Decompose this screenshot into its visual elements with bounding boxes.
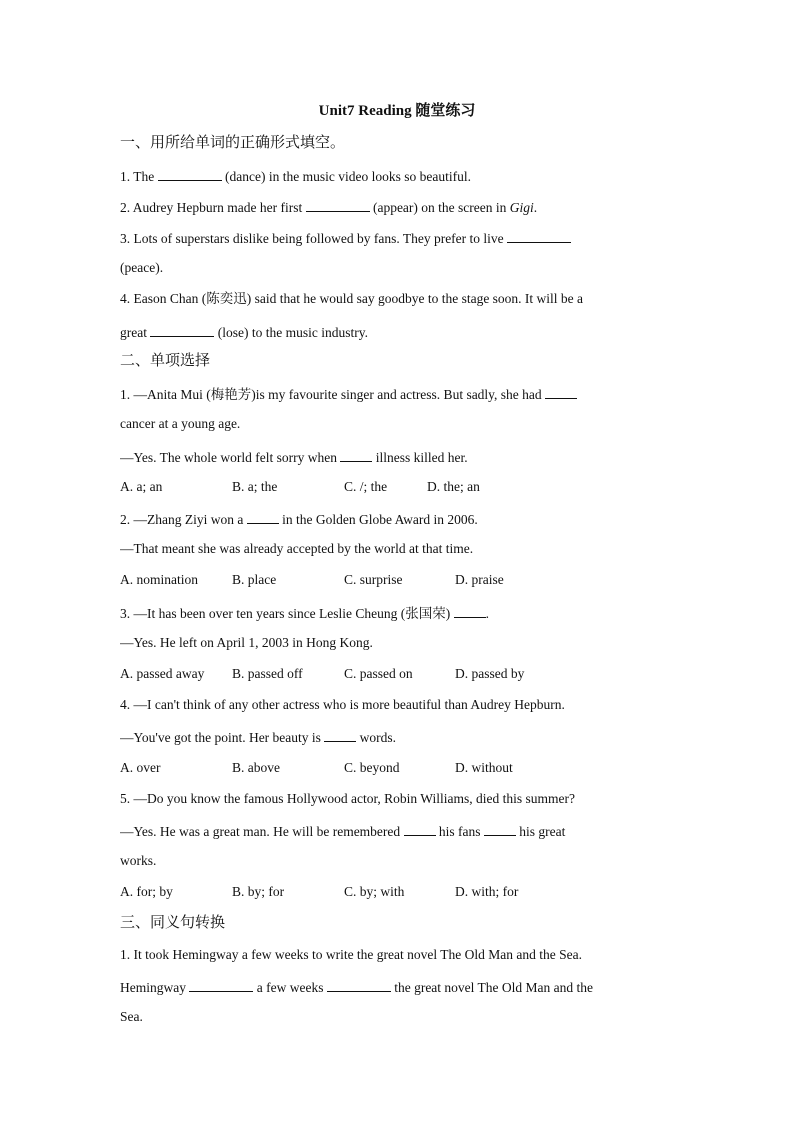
s2-question-5-reply: —Yes. He was a great man. He will be remembered his fans his great (120, 821, 674, 841)
s1-question-2: 2. Audrey Hepburn made her first (appear) on the screen in Gigi. (120, 197, 674, 217)
answer-blank[interactable] (340, 447, 372, 462)
s2-q5-options (120, 883, 674, 901)
section1-heading: 一、用所给单词的正确形式填空。 (120, 135, 346, 151)
s3-question-1-cont: Sea. (120, 1009, 143, 1024)
section3-heading: 三、同义句转换 (120, 915, 226, 931)
s1-question-3: 3. Lots of superstars dislike being followed by fans. They prefer to live (120, 228, 674, 248)
s2-question-2: 2. —Zhang Ziyi won a in the Golden Globe Award in 2006. (120, 509, 674, 529)
s3-question-1-rewrite: Hemingway a few weeks the great novel The Old Man and the (120, 977, 674, 997)
s2-question-4-reply: —You've got the point. Her beauty is words. (120, 727, 674, 747)
option-b[interactable]: B. place (232, 572, 277, 587)
option-a[interactable]: A. a; an (120, 479, 163, 494)
answer-blank[interactable] (158, 166, 222, 181)
s2-question-1: 1. —Anita Mui (梅艳芳)is my favourite singer and actress. But sadly, she had (120, 384, 674, 404)
s2-question-3: 3. —It has been over ten years since Leslie Cheung (张国荣) . (120, 603, 674, 623)
option-d[interactable]: D. without (455, 760, 513, 775)
s2-q3-options (120, 665, 674, 683)
answer-blank[interactable] (189, 977, 253, 992)
s2-question-4: 4. —I can't think of any other actress who is more beautiful than Audrey Hepburn. (120, 697, 565, 712)
s2-question-1-reply: —Yes. The whole world felt sorry when illness killed her. (120, 447, 674, 467)
option-d[interactable]: D. praise (455, 572, 504, 587)
answer-blank[interactable] (247, 509, 279, 524)
answer-blank[interactable] (404, 821, 436, 836)
s1-question-1: 1. The (dance) in the music video looks so beautiful. (120, 166, 674, 186)
option-d[interactable]: D. the; an (427, 479, 480, 494)
option-b[interactable]: B. by; for (232, 884, 285, 899)
s2-question-5: 5. —Do you know the famous Hollywood actor, Robin Williams, died this summer? (120, 791, 575, 806)
s1-question-3-cont: (peace). (120, 260, 164, 275)
answer-blank[interactable] (545, 384, 577, 399)
option-b[interactable]: B. a; the (232, 479, 278, 494)
option-b[interactable]: B. above (232, 760, 280, 775)
option-c[interactable]: C. beyond (344, 760, 400, 775)
option-c[interactable]: C. by; with (344, 884, 405, 899)
s2-question-2-reply: —That meant she was already accepted by the world at that time. (120, 541, 474, 556)
s2-q2-options (120, 571, 674, 589)
s2-q4-options (120, 759, 674, 777)
s3-question-1: 1. It took Hemingway a few weeks to write the great novel The Old Man and the Sea. (120, 947, 582, 962)
option-a[interactable]: A. nomination (120, 572, 198, 587)
s1-question-4-cont: great (lose) to the music industry. (120, 322, 674, 342)
answer-blank[interactable] (454, 603, 486, 618)
option-d[interactable]: D. passed by (455, 666, 525, 681)
answer-blank[interactable] (327, 977, 391, 992)
option-d[interactable]: D. with; for (455, 884, 519, 899)
option-b[interactable]: B. passed off (232, 666, 303, 681)
option-c[interactable]: C. passed on (344, 666, 413, 681)
page-title: Unit7 Reading 随堂练习 (318, 103, 476, 119)
option-c[interactable]: C. /; the (344, 479, 388, 494)
option-c[interactable]: C. surprise (344, 572, 403, 587)
section2-heading: 二、单项选择 (120, 353, 211, 369)
answer-blank[interactable] (150, 322, 214, 337)
answer-blank[interactable] (306, 197, 370, 212)
option-a[interactable]: A. passed away (120, 666, 205, 681)
answer-blank[interactable] (324, 727, 356, 742)
answer-blank[interactable] (484, 821, 516, 836)
option-a[interactable]: A. over (120, 760, 161, 775)
answer-blank[interactable] (507, 228, 571, 243)
s2-question-3-reply: —Yes. He left on April 1, 2003 in Hong Kong. (120, 635, 373, 650)
s2-question-1-cont: cancer at a young age. (120, 416, 241, 431)
s2-question-5-cont: works. (120, 853, 157, 868)
option-a[interactable]: A. for; by (120, 884, 173, 899)
s1-question-4: 4. Eason Chan (陈奕迅) said that he would say goodbye to the stage soon. It will be a (120, 291, 584, 306)
s2-q1-options (120, 478, 674, 496)
